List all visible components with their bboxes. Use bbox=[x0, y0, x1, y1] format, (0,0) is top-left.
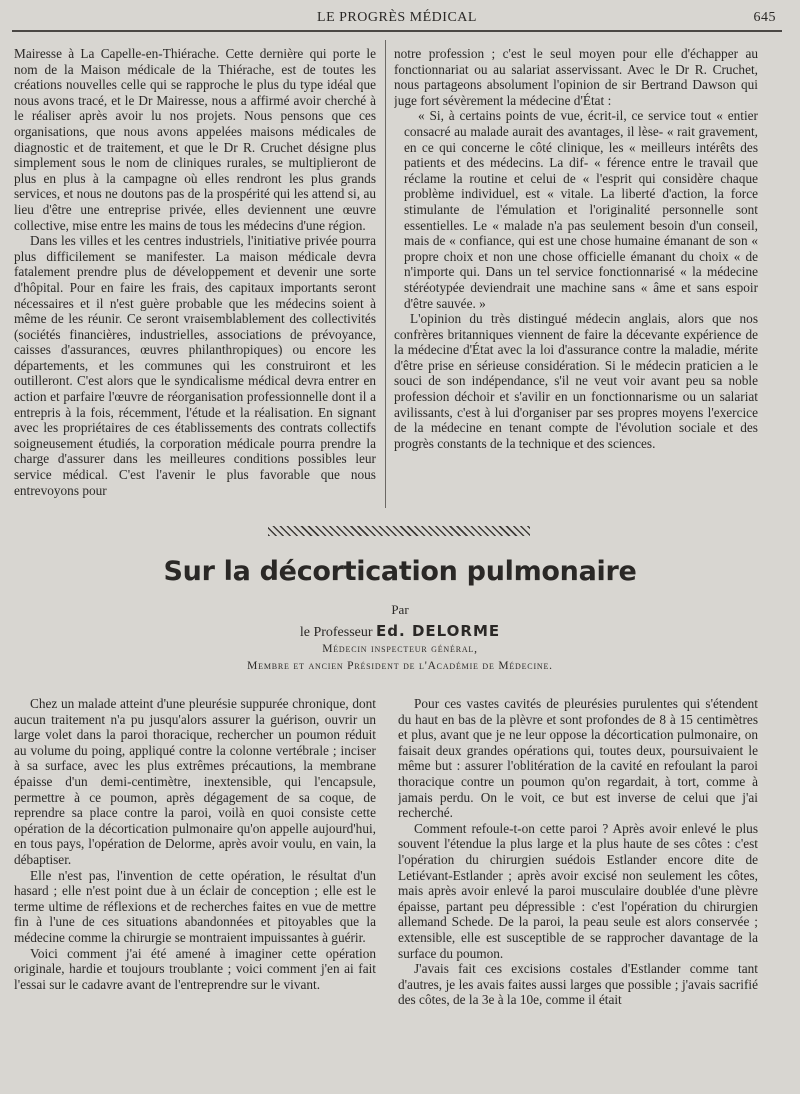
running-header bbox=[12, 8, 782, 32]
author-title-2: Membre et ancien Président de l'Académie de Médecine. bbox=[247, 660, 553, 672]
top-left-column bbox=[14, 46, 376, 508]
paragraph: Pour ces vastes cavités de pleurésies purulentes qui s'étendent du haut en bas de la plèvre et sont profondes de 8 à 15 centimètres et plus, avant que je ne leur oppose la décortication pulmonaire, on faisait deux grandes opérations qui, toutes deux, poursuivaient le même but : assurer l'oblitération de la cavité en refoulant la paroi thoracique contre un poumon qu'on regardait, à tort, comme à jamais perdu. On le voit, ce but est inverse de celui que j'ai recherché. bbox=[398, 696, 758, 821]
top-right-column bbox=[394, 46, 758, 508]
bottom-right-column bbox=[398, 696, 758, 1026]
journal-title: LE PROGRÈS MÉDICAL bbox=[317, 10, 477, 25]
paragraph: Chez un malade atteint d'une pleurésie suppurée chronique, dont aucun traitement n'a pu jusqu'alors assurer la guérison, ouvrir un large volet dans la paroi thoracique, rechercher un poumon réduit au volume du poing, appliqué contre la colonne vertébrale ; inciser à sa surface, avec les plus extrêmes précautions, la membrane épaisse d'un demi-centimètre, inextensible, qui l'encapsule, permettre à ce poumon, après dégagement de sa coque, de reprendre sa place contre la paroi, voilà en quoi consiste cette opération de la décortication pulmonaire qu'on appelle aujourd'hui, en tous pays, l'opération de Delorme, après avoir voulu, en vain, la débaptiser. bbox=[14, 696, 376, 867]
byline-prefix: le Professeur bbox=[299, 625, 373, 640]
byline-par: Par bbox=[391, 602, 409, 617]
block-quote: « Si, à certains points de vue, écrit-il, ce service tout « entier consacré au malade aurait des avantages, il lèse- « rait gravement, en ce qui concerne le côté clinique, les « meilleurs intérêts des patients et des médecins. La dif- « férence entre le travail que réclame la routine et celui de « l'esprit qui considère chaque problème individuel, est « vitale. La liberté d'action, la force stimulante de l'émulation et l'originalité personnelle sont essentielles. Le « malade n'a pas seulement besoin d'un conseil, mais de « confiance, qui est une chose humaine émanant de son « propre choix et non une chose officielle émanant du choix « de n'importe qui. Dans un tel service fonctionnarisé « la médecine stéréotypée deviendrait une machine sans « âme et sans espoir d'être sauvée. » bbox=[404, 108, 758, 311]
column-divider bbox=[385, 40, 386, 508]
author-title-1: Médecin inspecteur général, bbox=[322, 643, 478, 655]
author-name: Ed. DELORME bbox=[376, 622, 501, 640]
section-ornament bbox=[268, 526, 530, 536]
article-title: Sur la décortication pulmonaire bbox=[163, 556, 637, 587]
byline-author bbox=[0, 622, 800, 641]
bottom-left-column bbox=[14, 696, 376, 1026]
paragraph: Dans les villes et les centres industriels, l'initiative privée pourra plus difficilement se manifester. La maison médicale devra fatalement prendre plus de développement et devenir une sorte d'hôpital. Pour en faire les frais, des capitaux importants seront nécessaires et il n'est guère probable que les médecins soient à même de les réunir. Ce seront vraisemblablement des collectivités (sociétés financières, industrielles, associations de prévoyance, caisses d'assurances, œuvres philanthropiques) ou encore les départements, et les communes qui les construiront et les outilleront. C'est alors que le syndicalisme médical devra entrer en action et parfaire l'œuvre de réorganisation professionnelle dont il a entrepris à la fois, récemment, l'étude et la réalisation. En signant avec les propriétaires de ces établissements des contrats collectifs soigneusement étudiés, la corporation médicale pourra prendre la charge d'assurer dans les meilleures conditions possibles leur service médical. C'est l'avenir le plus favorable que nous entrevoyons pour bbox=[14, 233, 376, 498]
paragraph: Mairesse à La Capelle-en-Thiérache. Cette dernière qui porte le nom de la Maison médicale de la Thiérache, est de toutes les créations nouvelles celle qui se rapproche le plus du type idéal que nous avons tracé, et le Dr Mairesse, nous a affirmé avoir cherché à le réaliser après avoir lu nos projets. Nous pensons que ces organisations, que nous avons appelées maisons médicales de diagnostic et de traitement, et que le Dr R. Cruchet désigne plus simplement sous le nom de cliniques rurales, se multiplieront de plus en plus à la campagne où elles rendront les plus grands services, et nous ne doutons pas de la prospérité qui les attend si, au lieu d'être une entreprise privée, elles deviennent une œuvre collective, mise entre les mains de tous les médecins d'une région. bbox=[14, 46, 376, 233]
paragraph: Voici comment j'ai été amené à imaginer cette opération originale, hardie et toujours troublante ; voici comment j'en ai fait l'essai sur le cadavre avant de l'entreprendre sur le vivant. bbox=[14, 945, 376, 992]
paragraph: notre profession ; c'est le seul moyen pour elle d'échapper au fonctionnariat ou au salariat asservissant. Avec le Dr R. Cruchet, nous partageons absolument l'opinion de sir Bertrand Dawson qui juge fort sévèrement la médecine d'État : bbox=[394, 46, 758, 108]
paragraph: J'avais fait ces excisions costales d'Estlander comme tant d'autres, je les avais faites aussi larges que possible ; j'avais sacrifié des côtes, de la 3e à la 10e, comme il était bbox=[398, 961, 758, 1008]
paragraph: Comment refoule-t-on cette paroi ? Après avoir enlevé le plus souvent l'étendue la plus large et la plus haute de ses côtes : c'est l'opération du chirurgien suédois Estlander encore dite de Letiévant-Estlander ; après avoir excisé non seulement les côtes, mais après avoir enlevé la paroi musculaire doublée d'une plèvre épaisse, partant peu dépressible : c'est l'opération du chirurgien allemand Schede. De la paroi, la peau seule est alors conservée ; extensible, elle est susceptible de se rapprocher davantage de la surface du poumon. bbox=[398, 820, 758, 961]
paragraph: Elle n'est pas, l'invention de cette opération, le résultat d'un hasard ; elle n'est point due à un éclair de conception ; elle est le terme ultime de réflexions et de recherches faites en vue de mettre fin à l'une de ces situations abandonnées et pitoyables que la médecine comme la chirurgie se montraient impuissantes à guérir. bbox=[14, 867, 376, 945]
paragraph: L'opinion du très distingué médecin anglais, alors que nos confrères britanniques viennent de faire la décevante expérience de la médecine d'État avec la loi d'assurance contre la maladie, mérite d'être prise en sérieuse considération. Si le médecin praticien a le souci de son indépendance, s'il ne veut voir avant peu sa noble profession déchoir et s'avilir en un fonctionnarisme ou un salariat avilissants, c'est à lui d'organiser par ses propres moyens l'exercice de la médecine en tenant compte de l'évolution sociale et des progrès constants de la technique et des sciences. bbox=[394, 311, 758, 451]
page-number: 645 bbox=[753, 10, 776, 25]
